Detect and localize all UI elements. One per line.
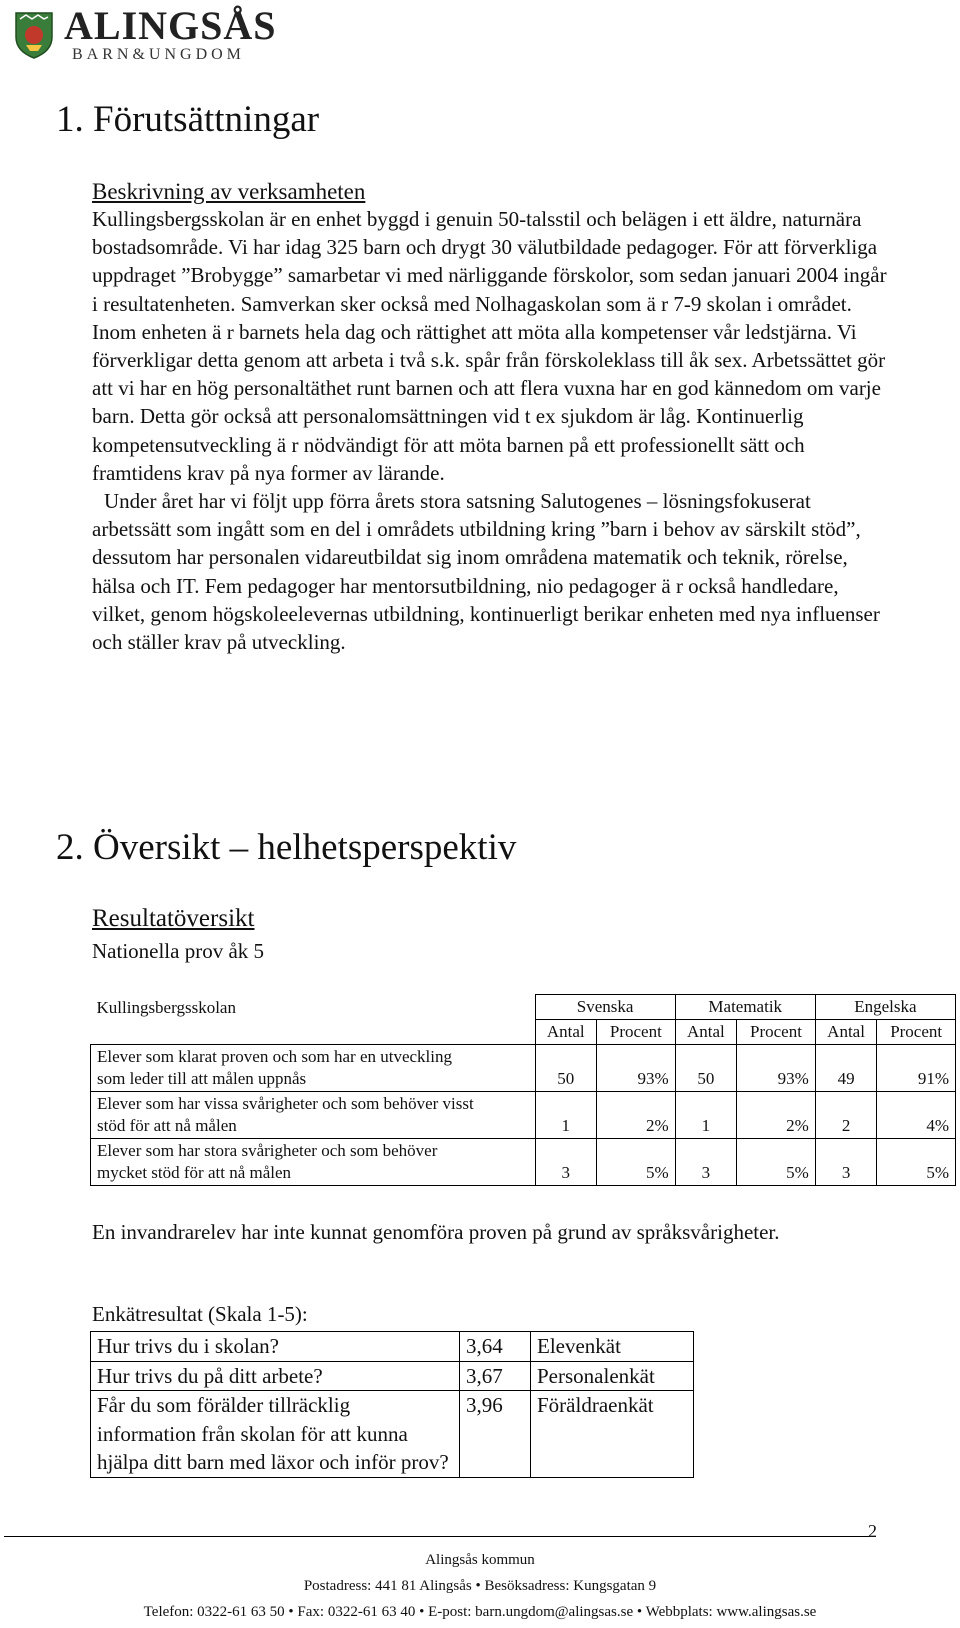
table-cell: 91% — [877, 1045, 956, 1092]
table-row — [91, 1045, 956, 1092]
subject-header-row — [91, 995, 956, 1020]
page-number: 2 — [868, 1521, 877, 1541]
subcol-antal: Antal — [535, 1020, 597, 1045]
results-subheading: Nationella prov åk 5 — [92, 939, 265, 963]
table-cell: 5% — [737, 1139, 816, 1186]
table-cell: 3 — [675, 1139, 737, 1186]
survey-value: 3,67 — [460, 1361, 531, 1391]
subcolumn-header-row — [91, 1020, 956, 1045]
subcol-antal: Antal — [815, 1020, 877, 1045]
description-paragraph-1: Kullingsbergsskolan är en enhet byggd i genuin 50-talsstil och belägen i ett äldre, naturnära bostadsområde. Vi har idag 325 barn och drygt 30 välutbildade pedagoger. För att förverkliga uppdraget ”Brobygge” samarbetar vi med närliggande förskolor, som sedan januari 2004 ingår i resultatenheten. Samverkan sker också med Nolhagaskolan som ä r 7-9 skolan i området. Inom enheten ä r barnets hela dag och rättighet att möta alla kompetenser vår ledstjärna. Vi förverkligar detta genom att arbeta i två s.k. spår från förskoleklass till åk sex. Arbetssättet gör att vi har en hög personaltäthet runt barnen och att flera vuxna har en god kännedom om varje barn. Detta gör också att personalomsättningen vid t ex sjukdom är låg. Kontinuerlig kompetensutveckling ä r nödvändigt för att möta barnen på ett professionellt sätt och framtidens krav på nya former av lärande. — [92, 207, 887, 485]
description-paragraph-2: Under året har vi följt upp förra årets stora satsning Salutogenes – lösningsfokuserat arbetssätt som ingått som en del i områdets utbildning kring ”barn i behov av särskilt stöd”, dessutom har personalen vidareutbildat sig inom områdena matematik och teknik, rörelse, hälsa och IT. Fem pedagoger har mentorsutbildning, nio pedagoger ä r också handledare, vilket, genom högskoleelevernas utbildning, kontinuerligt berikar enheten med nya influenser och ställer krav på utveckling. — [92, 489, 880, 655]
table-cell: 1 — [535, 1092, 597, 1139]
empty-cell — [91, 1020, 536, 1045]
survey-type: Föräldraenkät — [531, 1391, 694, 1478]
table-row — [91, 1391, 694, 1478]
table-cell: 4% — [877, 1092, 956, 1139]
logo-text — [64, 3, 277, 64]
table-cell: 5% — [877, 1139, 956, 1186]
table-cell: 93% — [737, 1045, 816, 1092]
table-cell: 50 — [535, 1045, 597, 1092]
table-cell: 5% — [597, 1139, 676, 1186]
table-cell: 93% — [597, 1045, 676, 1092]
row-label — [91, 1092, 536, 1139]
table-row — [91, 1361, 694, 1391]
table-cell: 2 — [815, 1092, 877, 1139]
survey-question: Hur trivs du på ditt arbete? — [91, 1361, 460, 1391]
row-label-line: Elever som har stora svårigheter och som behöver — [97, 1141, 438, 1160]
survey-question: Hur trivs du i skolan? — [91, 1332, 460, 1362]
table-cell: 2% — [737, 1092, 816, 1139]
survey-question: Får du som förälder tillräcklig information från skolan för att kunna hjälpa ditt barn med läxor och inför prov? — [91, 1391, 460, 1478]
section-1-title: 1. Förutsättningar — [56, 99, 320, 140]
table-cell: 2% — [597, 1092, 676, 1139]
school-name-cell: Kullingsbergsskolan — [96, 997, 236, 1017]
row-label-line: som leder till att målen uppnås — [97, 1069, 307, 1088]
table-cell: 1 — [675, 1092, 737, 1139]
subject-engelska: Engelska — [815, 995, 955, 1020]
table-cell: 3 — [535, 1139, 597, 1186]
description-body — [92, 205, 892, 656]
survey-heading: Enkätresultat (Skala 1-5): — [92, 1302, 308, 1326]
coat-of-arms-icon — [14, 11, 54, 59]
table-row — [91, 1092, 956, 1139]
logo-name: ALINGSÅS — [64, 3, 277, 48]
subcol-procent: Procent — [877, 1020, 956, 1045]
footer-divider — [4, 1536, 872, 1537]
subcol-procent: Procent — [597, 1020, 676, 1045]
survey-type: Elevenkät — [531, 1332, 694, 1362]
table-row — [91, 1139, 956, 1186]
footer-address: Postadress: 441 81 Alingsås • Besöksadress: Kungsgatan 9 — [303, 1578, 657, 1594]
footer-organization: Alingsås kommun — [425, 1552, 535, 1568]
row-label — [91, 1139, 536, 1186]
survey-value: 3,64 — [460, 1332, 531, 1362]
table-cell: 50 — [675, 1045, 737, 1092]
subcol-procent: Procent — [737, 1020, 816, 1045]
results-heading: Resultatöversikt — [92, 905, 255, 932]
row-label-line: mycket stöd för att nå målen — [97, 1163, 292, 1182]
logo-subtitle: BARN&UNGDOM — [72, 46, 245, 63]
subject-svenska: Svenska — [535, 995, 675, 1020]
survey-type: Personalenkät — [531, 1361, 694, 1391]
table-cell: 49 — [815, 1045, 877, 1092]
row-label — [91, 1045, 536, 1092]
subcol-antal: Antal — [675, 1020, 737, 1045]
header-logo — [14, 3, 277, 64]
table-row — [91, 1332, 694, 1362]
row-label-line: stöd för att nå målen — [97, 1116, 237, 1135]
table-cell: 3 — [815, 1139, 877, 1186]
description-heading: Beskrivning av verksamheten — [92, 179, 366, 204]
row-label-line: Elever som klarat proven och som har en utveckling — [97, 1047, 452, 1066]
survey-table — [90, 1331, 694, 1478]
section-2-title: 2. Översikt – helhetsperspektiv — [56, 827, 517, 868]
footer-contact: Telefon: 0322-61 63 50 • Fax: 0322-61 63 40 • E-post: barn.ungdom@alingsas.se • Webbplats: www.alingsas.se — [143, 1604, 817, 1620]
subject-matematik: Matematik — [675, 995, 815, 1020]
row-label-line: Elever som har vissa svårigheter och som behöver visst — [97, 1094, 474, 1113]
national-tests-table — [90, 994, 956, 1186]
survey-value: 3,96 — [460, 1391, 531, 1478]
immigrant-student-note: En invandrarelev har inte kunnat genomföra proven på grund av språksvårigheter. — [92, 1220, 780, 1244]
